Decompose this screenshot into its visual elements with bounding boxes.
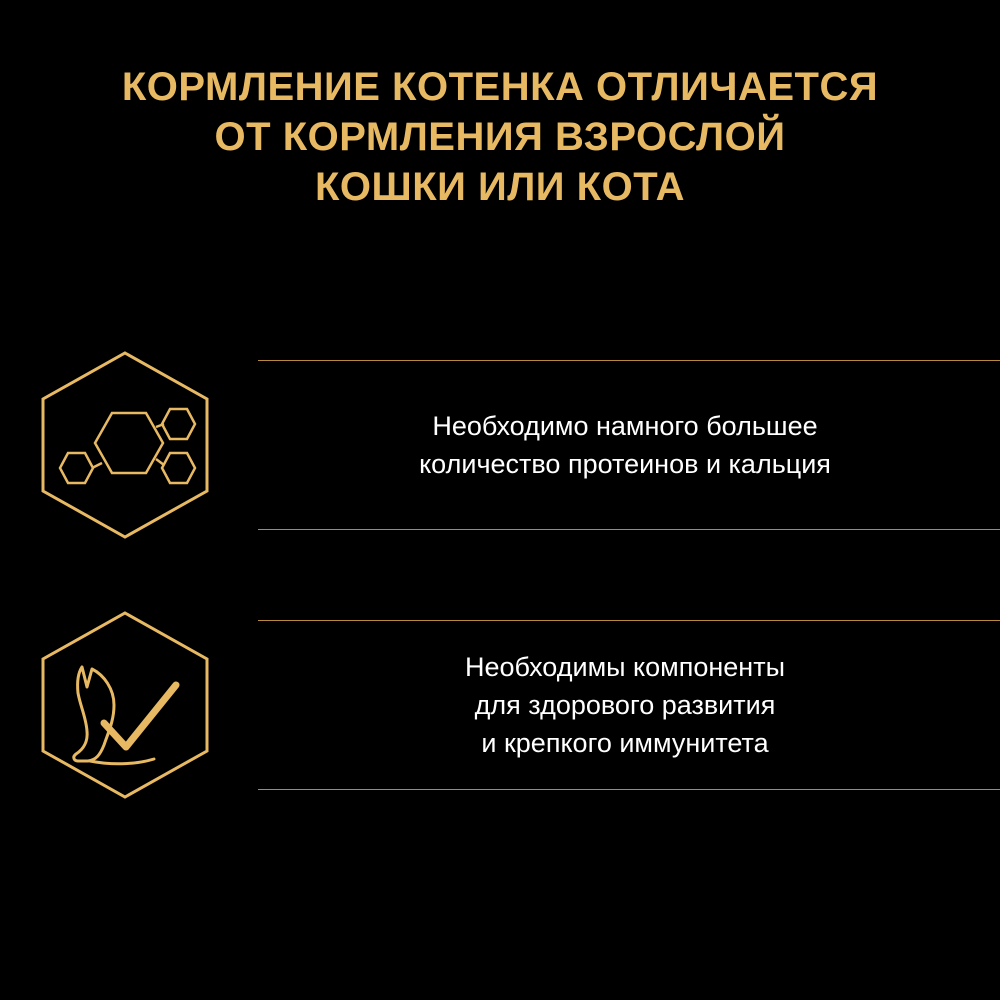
feature-list	[0, 320, 1000, 830]
hexagon-cat-check-icon	[0, 580, 250, 830]
divider-bottom-2	[258, 789, 1000, 790]
feature-text-container-2	[250, 580, 1000, 830]
feature-text-2-line-3: и крепкого иммунитета	[481, 728, 769, 758]
feature-item-healthy-development	[0, 580, 1000, 830]
feature-text-2-line-2: для здорового развития	[474, 690, 776, 720]
feature-text-1	[419, 407, 831, 483]
feature-text-2	[465, 648, 785, 762]
page-title	[0, 62, 1000, 212]
feature-text-container-1	[250, 320, 1000, 570]
divider-bottom-1	[258, 529, 1000, 530]
divider-top-1	[258, 360, 1000, 361]
hexagon-molecule-icon	[0, 320, 250, 570]
divider-top-2	[258, 620, 1000, 621]
feature-text-1-line-1: Необходимо намного большее	[432, 411, 818, 441]
page-title-line-2: ОТ КОРМЛЕНИЯ ВЗРОСЛОЙ	[214, 115, 786, 159]
feature-item-protein-calcium	[0, 320, 1000, 570]
page-title-line-1: КОРМЛЕНИЕ КОТЕНКА ОТЛИЧАЕТСЯ	[121, 65, 879, 109]
feature-text-2-line-1: Необходимы компоненты	[465, 652, 785, 682]
feature-text-1-line-2: количество протеинов и кальция	[419, 449, 831, 479]
page-title-line-3: КОШКИ ИЛИ КОТА	[314, 165, 685, 209]
